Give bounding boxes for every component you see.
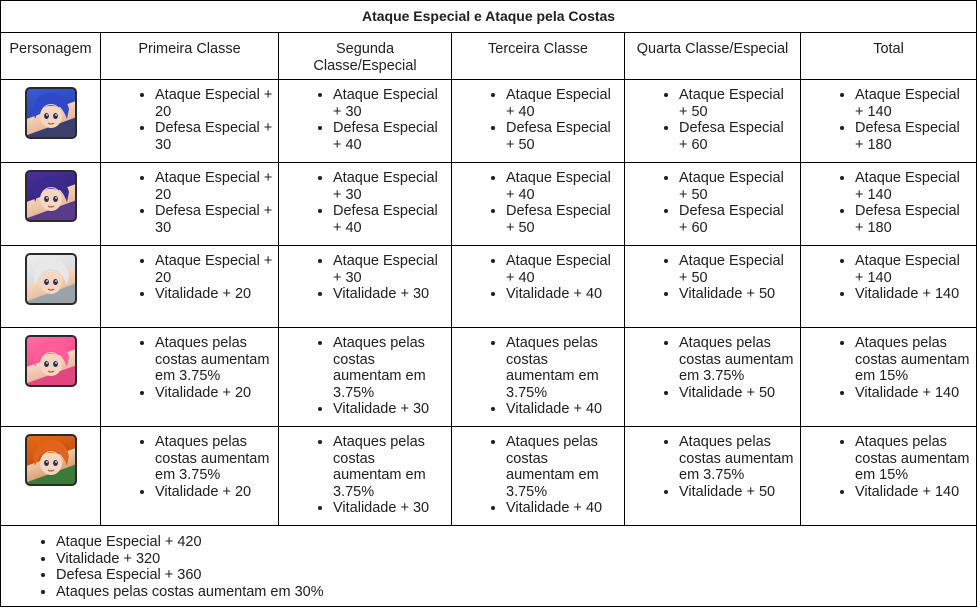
header-segunda-classe: Segunda Classe/Especial [279,33,452,80]
stat-list [629,170,796,236]
stat-cell [101,328,279,427]
stat-item: • Vitalidade + 50 [679,484,796,501]
table-row [1,163,977,246]
stat-list [456,87,620,153]
stat-item: • Ataques pelas costas aumentam em 15% [855,335,972,385]
stat-cell [625,427,801,526]
stat-item: • Ataque Especial + 30 [333,87,447,120]
stat-item: • Ataque Especial + 50 [679,87,796,120]
stat-item: • Vitalidade + 30 [333,500,447,517]
stat-cell [452,246,625,328]
stat-item: • Ataque Especial + 20 [155,87,274,120]
stat-item: • Ataque Especial + 40 [506,87,620,120]
stat-list [105,434,274,500]
header-primeira-classe: Primeira Classe [101,33,279,80]
stat-cell [452,163,625,246]
stat-item: • Vitalidade + 20 [155,385,274,402]
stat-item: • Vitalidade + 50 [679,385,796,402]
orange-hair-character-avatar [25,434,77,486]
stat-cell [101,246,279,328]
stat-item: • Ataque Especial + 140 [855,87,972,120]
summary-item: • Defesa Especial + 360 [56,567,972,584]
stat-item: • Vitalidade + 40 [506,286,620,303]
stat-cell [279,80,452,163]
summary-row [1,526,977,607]
stat-item: • Vitalidade + 30 [333,401,447,418]
stat-item: • Vitalidade + 40 [506,500,620,517]
stat-list [629,335,796,401]
stat-list [105,170,274,236]
character-cell [1,163,101,246]
stat-list [629,253,796,303]
stat-list [805,434,972,500]
stat-item: • Defesa Especial + 50 [506,120,620,153]
stat-list [105,253,274,303]
stat-item: • Ataques pelas costas aumentam em 3.75% [506,335,620,401]
stat-list [456,253,620,303]
stat-item: • Ataques pelas costas aumentam em 3.75% [506,434,620,500]
pink-hair-character-avatar [25,335,77,387]
stat-item: • Ataques pelas costas aumentam em 3.75% [679,434,796,484]
summary-cell [1,526,977,607]
stat-cell [279,163,452,246]
stat-item: • Vitalidade + 40 [506,401,620,418]
stat-item: • Vitalidade + 20 [155,286,274,303]
character-cell [1,80,101,163]
header-row [1,33,977,80]
stat-item: • Ataque Especial + 50 [679,170,796,203]
white-hair-character-avatar [25,253,77,305]
stat-list [456,170,620,236]
table-title: Ataque Especial e Ataque pela Costas [1,1,977,33]
stat-cell [452,80,625,163]
stat-item: • Defesa Especial + 60 [679,203,796,236]
stat-cell [279,246,452,328]
stat-item: • Defesa Especial + 30 [155,120,274,153]
stat-item: • Ataques pelas costas aumentam em 3.75% [155,335,274,385]
character-cell [1,427,101,526]
stat-list [283,434,447,517]
stat-list [283,87,447,153]
stat-item: • Defesa Especial + 60 [679,120,796,153]
table-row [1,328,977,427]
stat-item: • Ataques pelas costas aumentam em 3.75% [155,434,274,484]
stat-item: • Ataque Especial + 20 [155,253,274,286]
stat-cell [279,328,452,427]
stat-cell [452,427,625,526]
purple-hair-character-avatar [25,170,77,222]
header-quarta-classe: Quarta Classe/Especial [625,33,801,80]
stat-item: • Defesa Especial + 30 [155,203,274,236]
stat-cell [101,427,279,526]
stat-cell [452,328,625,427]
stat-item: • Vitalidade + 50 [679,286,796,303]
stat-cell [101,163,279,246]
stat-cell [625,163,801,246]
stat-item: • Ataque Especial + 20 [155,170,274,203]
table-row [1,427,977,526]
stat-item: • Defesa Especial + 40 [333,203,447,236]
stat-item: • Ataque Especial + 40 [506,170,620,203]
stat-cell [801,427,977,526]
header-personagem: Personagem [1,33,101,80]
stat-item: • Ataques pelas costas aumentam em 3.75% [333,434,447,500]
stat-list [805,170,972,236]
stat-list [456,335,620,418]
stat-cell [801,80,977,163]
stat-list [283,170,447,236]
stat-item: • Vitalidade + 140 [855,385,972,402]
character-cell [1,246,101,328]
stat-list [456,434,620,517]
stat-item: • Ataque Especial + 30 [333,253,447,286]
stat-item: • Defesa Especial + 40 [333,120,447,153]
stat-list [805,87,972,153]
stat-list [629,434,796,500]
stat-list [805,253,972,303]
stat-item: • Ataque Especial + 40 [506,253,620,286]
header-terceira-classe: Terceira Classe [452,33,625,80]
stat-item: • Vitalidade + 140 [855,286,972,303]
summary-item: • Ataque Especial + 420 [56,534,972,551]
stat-item: • Defesa Especial + 50 [506,203,620,236]
stat-list [105,335,274,401]
stat-cell [801,163,977,246]
stat-list [283,253,447,303]
summary-item: • Vitalidade + 320 [56,551,972,568]
stat-item: • Vitalidade + 30 [333,286,447,303]
stat-item: • Ataque Especial + 30 [333,170,447,203]
stat-item: • Vitalidade + 140 [855,484,972,501]
stat-list [629,87,796,153]
summary-list [5,534,972,600]
stat-list [805,335,972,401]
character-cell [1,328,101,427]
stat-cell [279,427,452,526]
stat-list [105,87,274,153]
stat-item: • Vitalidade + 20 [155,484,274,501]
stat-item: • Ataques pelas costas aumentam em 15% [855,434,972,484]
stat-cell [801,246,977,328]
stat-item: • Ataque Especial + 140 [855,253,972,286]
header-total: Total [801,33,977,80]
blue-hair-character-avatar [25,87,77,139]
stat-list [283,335,447,418]
stat-cell [625,328,801,427]
stat-item: • Defesa Especial + 180 [855,203,972,236]
stat-item: • Ataque Especial + 50 [679,253,796,286]
stat-cell [101,80,279,163]
stat-item: • Defesa Especial + 180 [855,120,972,153]
table-row [1,80,977,163]
stat-cell [625,80,801,163]
stat-cell [625,246,801,328]
table-row [1,246,977,328]
stat-item: • Ataque Especial + 140 [855,170,972,203]
summary-item: • Ataques pelas costas aumentam em 30% [56,584,972,601]
stat-item: • Ataques pelas costas aumentam em 3.75% [679,335,796,385]
stat-cell [801,328,977,427]
stat-item: • Ataques pelas costas aumentam em 3.75% [333,335,447,401]
